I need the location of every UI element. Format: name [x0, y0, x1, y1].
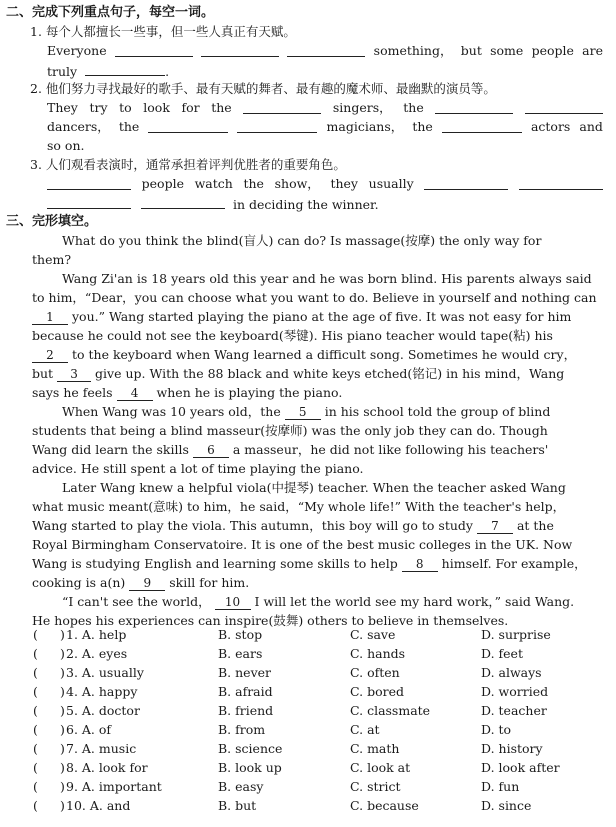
cloze-blank-1[interactable]: 1: [32, 311, 68, 325]
option-a[interactable]: 2. A. eyes: [66, 646, 128, 661]
q3-blank-4[interactable]: [47, 195, 131, 209]
option-b[interactable]: B. stop: [218, 627, 263, 642]
option-d[interactable]: D. feet: [481, 646, 523, 661]
passage-text: but: [32, 366, 54, 381]
cloze-blank-6[interactable]: 6: [193, 444, 229, 458]
q1-word: people: [531, 43, 574, 58]
option-a[interactable]: 5. A. doctor: [66, 703, 140, 718]
passage-p4-line-3: [32, 518, 554, 534]
passage-p2-line-6: [32, 366, 564, 382]
cloze-blank-7[interactable]: 7: [477, 520, 513, 534]
passage-text: give up. With the 88 black and white keys etched(铭记) in his mind，Wang: [95, 366, 565, 381]
answer-paren-close: ): [60, 665, 65, 680]
answer-paren-open: (: [33, 741, 38, 756]
passage-text: Wang started to play the viola. This autumn，this boy will go to study: [32, 518, 473, 533]
q1-word: truly: [47, 64, 78, 79]
answer-paren-close: ): [60, 798, 65, 813]
answer-paren-close: ): [60, 722, 65, 737]
option-c[interactable]: C. hands: [350, 646, 406, 661]
cloze-blank-5[interactable]: 5: [285, 406, 321, 420]
q2-word: and: [579, 119, 603, 134]
option-a[interactable]: 4. A. happy: [66, 684, 138, 699]
q2-blank-2[interactable]: [435, 100, 513, 114]
passage-p2-line-4: because he could not see the keyboard(琴键). His piano teacher would tape(粘) his: [32, 328, 553, 343]
option-b[interactable]: B. science: [218, 741, 283, 756]
answer-paren-close: ): [60, 741, 65, 756]
q2-word: dancers，: [47, 119, 110, 134]
q2-word: to: [119, 100, 132, 115]
passage-p2-line-1: Wang Zi'an is 18 years old this year and he was born blind. His parents always said: [62, 271, 592, 286]
passage-p5-line-1: [62, 594, 574, 610]
section-3-heading: 三、完形填空。: [6, 214, 98, 229]
option-c[interactable]: C. at: [350, 722, 380, 737]
q1-period: .: [165, 64, 170, 79]
option-d[interactable]: D. always: [481, 665, 542, 680]
q3-blank-5[interactable]: [141, 195, 225, 209]
passage-p5-line-2: He hopes his experiences can inspire(鼓舞) others to believe in themselves.: [32, 613, 509, 628]
passage-p1-line-1: What do you think the blind(盲人) can do? Is massage(按摩) the only way for: [62, 233, 542, 248]
passage-text: to the keyboard when Wang learned a difficult song. Sometimes he would cry，: [71, 347, 577, 362]
q2-english-line-2: [47, 119, 603, 135]
passage-p2-line-7: [32, 385, 342, 401]
option-a[interactable]: 10. A. and: [66, 798, 131, 813]
q3-tail: in deciding the winner.: [232, 197, 379, 212]
cloze-blank-2[interactable]: 2: [32, 349, 68, 363]
option-d[interactable]: D. fun: [481, 779, 520, 794]
passage-text: says he feels: [32, 385, 113, 400]
section-2-heading: 二、完成下列重点句子，每空一词。: [6, 5, 215, 20]
q3-blank-3[interactable]: [519, 176, 603, 190]
passage-p3-line-1: [62, 404, 550, 420]
option-c[interactable]: C. math: [350, 741, 400, 756]
q3-word: show，: [274, 176, 320, 191]
passage-text: when he is playing the piano.: [156, 385, 343, 400]
passage-p4-line-1: Later Wang knew a helpful viola(中提琴) teacher. When the teacher asked Wang: [62, 480, 566, 495]
q1-blank-2[interactable]: [201, 43, 279, 57]
option-c[interactable]: C. save: [350, 627, 396, 642]
option-a[interactable]: 9. A. important: [66, 779, 162, 794]
q2-word: actors: [530, 119, 571, 134]
option-b[interactable]: B. ears: [218, 646, 263, 661]
answer-paren-close: ): [60, 703, 65, 718]
passage-text: “I can't see the world，: [62, 594, 211, 609]
cloze-blank-8[interactable]: 8: [402, 558, 438, 572]
cloze-blank-3[interactable]: 3: [57, 368, 91, 382]
q3-word: usually: [368, 176, 414, 191]
q1-word: but: [460, 43, 482, 58]
answer-paren-open: (: [33, 627, 38, 642]
answer-paren-close: ): [60, 627, 65, 642]
q1-blank-4[interactable]: [85, 62, 165, 76]
q2-word: look: [143, 100, 170, 115]
answer-paren-open: (: [33, 798, 38, 813]
q1-blank-1[interactable]: [115, 43, 193, 57]
q2-word: They: [47, 100, 78, 115]
q1-word: some: [490, 43, 524, 58]
option-b[interactable]: B. from: [218, 722, 266, 737]
passage-text: skill for him.: [169, 575, 250, 590]
q1-chinese: 1. 每个人都擅长一些事，但一些人真正有天赋。: [30, 24, 296, 39]
cloze-blank-10[interactable]: 10: [215, 596, 251, 610]
q2-english-line-3: so on.: [47, 138, 85, 153]
option-c[interactable]: C. look at: [350, 760, 411, 775]
q2-word: the: [412, 119, 433, 134]
passage-p3-line-3: [32, 442, 548, 458]
option-c[interactable]: C. strict: [350, 779, 401, 794]
option-b[interactable]: B. easy: [218, 779, 264, 794]
q1-blank-3[interactable]: [287, 43, 365, 57]
answer-paren-open: (: [33, 779, 38, 794]
option-c[interactable]: C. because: [350, 798, 419, 813]
option-a[interactable]: 1. A. help: [66, 627, 127, 642]
q2-blank-6[interactable]: [442, 119, 522, 133]
q3-word: watch: [194, 176, 233, 191]
option-d[interactable]: D. to: [481, 722, 512, 737]
answer-paren-open: (: [33, 684, 38, 699]
q2-chinese: 2. 他们努力寻找最好的歌手、最有天赋的舞者、最有趣的魔术师、最幽默的演员等。: [30, 81, 496, 96]
option-d[interactable]: D. since: [481, 798, 532, 813]
q3-english-line-1: [47, 176, 603, 192]
option-a[interactable]: 6. A. of: [66, 722, 112, 737]
answer-paren-close: ): [60, 760, 65, 775]
option-b[interactable]: B. friend: [218, 703, 274, 718]
passage-text: I will let the world see my hard work，” said Wang.: [254, 594, 575, 609]
answer-paren-close: ): [60, 779, 65, 794]
passage-p4-line-5: [32, 556, 587, 572]
q2-blank-3[interactable]: [525, 100, 603, 114]
q2-word: try: [89, 100, 108, 115]
passage-p2-line-2: to him，“Dear，you can choose what you want to do. Believe in yourself and nothing can: [32, 290, 597, 305]
cloze-blank-9[interactable]: 9: [129, 577, 165, 591]
q2-word: singers，: [332, 100, 392, 115]
option-a[interactable]: 7. A. music: [66, 741, 137, 756]
answer-paren-close: ): [60, 684, 65, 699]
passage-text: at the: [516, 518, 554, 533]
option-d[interactable]: D. look after: [481, 760, 560, 775]
answer-paren-open: (: [33, 646, 38, 661]
passage-text: himself. For example，: [441, 556, 587, 571]
option-d[interactable]: D. worried: [481, 684, 549, 699]
answer-paren-open: (: [33, 665, 38, 680]
option-d[interactable]: D. surprise: [481, 627, 551, 642]
answer-paren-close: ): [60, 646, 65, 661]
q1-word: Everyone: [47, 43, 107, 58]
option-c[interactable]: C. often: [350, 665, 400, 680]
option-d[interactable]: D. history: [481, 741, 543, 756]
option-a[interactable]: 3. A. usually: [66, 665, 144, 680]
answer-paren-open: (: [33, 760, 38, 775]
passage-p1-line-2: them?: [32, 252, 72, 267]
answer-paren-open: (: [33, 703, 38, 718]
answer-paren-open: (: [33, 722, 38, 737]
passage-p3-line-4: advice. He still spent a lot of time playing the piano.: [32, 461, 364, 476]
option-b[interactable]: B. but: [218, 798, 257, 813]
option-d[interactable]: D. teacher: [481, 703, 547, 718]
option-b[interactable]: B. never: [218, 665, 272, 680]
option-c[interactable]: C. classmate: [350, 703, 431, 718]
q3-chinese: 3. 人们观看表演时，通常承担着评判优胜者的重要角色。: [30, 157, 346, 172]
passage-text: Wang is studying English and learning some skills to help: [32, 556, 398, 571]
q1-english-line-1: [47, 43, 603, 59]
option-a[interactable]: 8. A. look for: [66, 760, 148, 775]
q2-word: the: [118, 119, 140, 134]
q1-word: are: [582, 43, 603, 58]
passage-p4-line-2: what music meant(意味) to him，he said，“My whole life!” With the teacher's help，: [32, 499, 566, 514]
passage-text: in his school told the group of blind: [324, 404, 551, 419]
q2-word: the: [403, 100, 424, 115]
q1-word: something，: [373, 43, 453, 58]
q3-word: the: [243, 176, 264, 191]
cloze-blank-4[interactable]: 4: [117, 387, 153, 401]
q2-word: for: [181, 100, 200, 115]
q2-word: magicians，: [326, 119, 404, 134]
q3-blank-1[interactable]: [47, 176, 131, 190]
passage-text: a masseur，he did not like following his teachers': [232, 442, 549, 457]
passage-p2-line-5: [32, 347, 576, 363]
passage-text: you.” Wang started playing the piano at the age of five. It was not easy for him: [71, 309, 572, 324]
passage-text: When Wang was 10 years old，the: [62, 404, 281, 419]
option-c[interactable]: C. bored: [350, 684, 404, 699]
q3-english-line-2: [47, 195, 379, 213]
q2-english-line-1: [47, 100, 603, 116]
passage-p3-line-2: students that being a blind masseur(按摩师) was the only job they can do. Though: [32, 423, 548, 438]
option-b[interactable]: B. afraid: [218, 684, 273, 699]
q3-blank-2[interactable]: [424, 176, 508, 190]
passage-text: cooking is a(n): [32, 575, 126, 590]
option-b[interactable]: B. look up: [218, 760, 282, 775]
passage-p4-line-4: Royal Birmingham Conservatoire. It is one of the best music colleges in the UK. Now: [32, 537, 573, 552]
q3-word: people: [141, 176, 184, 191]
q2-word: the: [211, 100, 232, 115]
passage-text: Wang did learn the skills: [32, 442, 189, 457]
q2-blank-5[interactable]: [237, 119, 317, 133]
passage-p4-line-6: [32, 575, 249, 591]
q2-blank-1[interactable]: [243, 100, 321, 114]
passage-p2-line-3: [32, 309, 571, 325]
q1-english-line-2: [47, 62, 169, 80]
q2-blank-4[interactable]: [148, 119, 228, 133]
q3-word: they: [330, 176, 358, 191]
